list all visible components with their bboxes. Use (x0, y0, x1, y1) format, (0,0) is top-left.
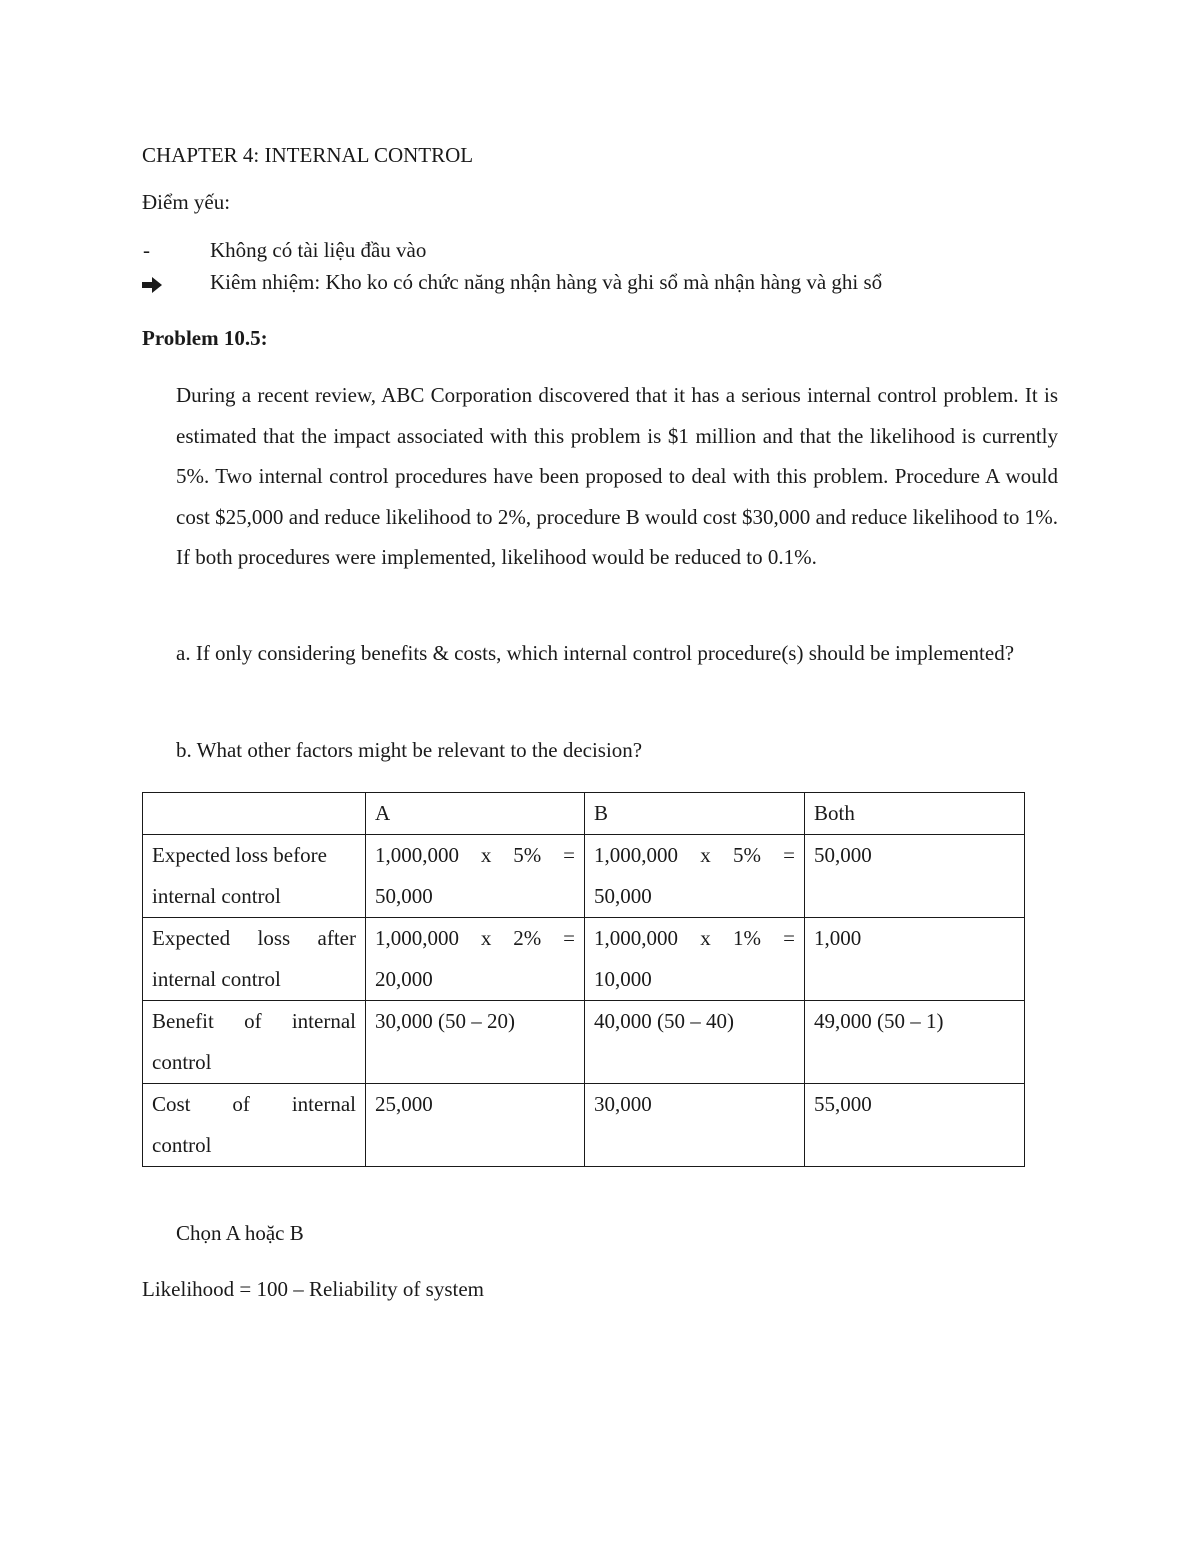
cell-line: 30,000 (50 – 20) (375, 1009, 515, 1033)
weakness-heading: Điểm yếu: (142, 190, 231, 214)
cell-b (585, 1084, 805, 1167)
row-label-line: Expected loss before (152, 843, 327, 867)
header-cell-both: Both (805, 793, 1025, 835)
row-label-line: Benefit of internal (152, 1009, 356, 1033)
header-cell-b: B (585, 793, 805, 835)
cell-a (366, 835, 585, 918)
table-row (143, 1084, 1025, 1167)
cell-line: 1,000,000 x 5% = (375, 843, 575, 867)
question-a: a. If only considering benefits & costs, which internal control procedure(s) should be implemented? (176, 641, 1015, 665)
table-row (143, 1001, 1025, 1084)
arrow-text: Kiêm nhiệm: Kho ko có chức năng nhận hàng và ghi sổ mà nhận hàng và ghi sổ (210, 270, 883, 294)
problem-heading: Problem 10.5: (142, 326, 268, 350)
cell-line: 10,000 (594, 967, 652, 991)
cell-line: 50,000 (814, 843, 872, 867)
row-label-line: control (152, 1050, 212, 1074)
cell-line: 1,000 (814, 926, 862, 950)
cell-line: 50,000 (375, 884, 433, 908)
table-row (143, 835, 1025, 918)
row-label-cell (143, 918, 366, 1001)
problem-paragraph: During a recent review, ABC Corporation discovered that it has a serious internal control problem. It is estimated that the impact associated with this problem is $1 million and that the likelihood is currently 5%. Two internal control procedures have been proposed to deal with this problem. Procedure A would cost $25,000 and reduce likelihood to 2%, procedure B would cost $30,000 and reduce likelihood to 1%. If both procedures were implemented, likelihood would be reduced to 0.1%. (176, 383, 1058, 570)
cell-line: 50,000 (594, 884, 652, 908)
row-label-line: Cost of internal (152, 1092, 356, 1116)
row-label-cell (143, 1084, 366, 1167)
row-label-line: internal control (152, 967, 281, 991)
cell-b (585, 918, 805, 1001)
formula-text: Likelihood = 100 – Reliability of system (142, 1277, 484, 1301)
cell-a (366, 918, 585, 1001)
row-label-cell (143, 1001, 366, 1084)
table-row (143, 918, 1025, 1001)
cost-benefit-table (142, 792, 1025, 1167)
row-label-line: internal control (152, 884, 281, 908)
cell-both (805, 918, 1025, 1001)
cell-line: 1,000,000 x 2% = (375, 926, 575, 950)
header-cell-a: A (366, 793, 585, 835)
header-cell-empty (143, 793, 366, 835)
conclusion-text: Chọn A hoặc B (176, 1221, 304, 1245)
cell-b (585, 835, 805, 918)
cell-line: 1,000,000 x 1% = (594, 926, 795, 950)
cell-line: 55,000 (814, 1092, 872, 1116)
row-label-line: Expected loss after (152, 926, 356, 950)
cell-a (366, 1001, 585, 1084)
cell-a (366, 1084, 585, 1167)
cell-b (585, 1001, 805, 1084)
question-b: b. What other factors might be relevant to the decision? (176, 738, 643, 762)
bullet-dash: - (143, 238, 150, 262)
bullet-text: Không có tài liệu đầu vào (210, 238, 427, 262)
row-label-cell (143, 835, 366, 918)
arrow-right-icon (141, 276, 163, 294)
cell-both (805, 835, 1025, 918)
row-label-line: control (152, 1133, 212, 1157)
cell-line: 1,000,000 x 5% = (594, 843, 795, 867)
cell-both (805, 1084, 1025, 1167)
cell-line: 20,000 (375, 967, 433, 991)
cell-line: 25,000 (375, 1092, 433, 1116)
table-header-row (143, 793, 1025, 835)
cell-line: 49,000 (50 – 1) (814, 1009, 944, 1033)
cell-line: 30,000 (594, 1092, 652, 1116)
cell-line: 40,000 (50 – 40) (594, 1009, 734, 1033)
chapter-title: CHAPTER 4: INTERNAL CONTROL (142, 143, 474, 167)
cell-both (805, 1001, 1025, 1084)
